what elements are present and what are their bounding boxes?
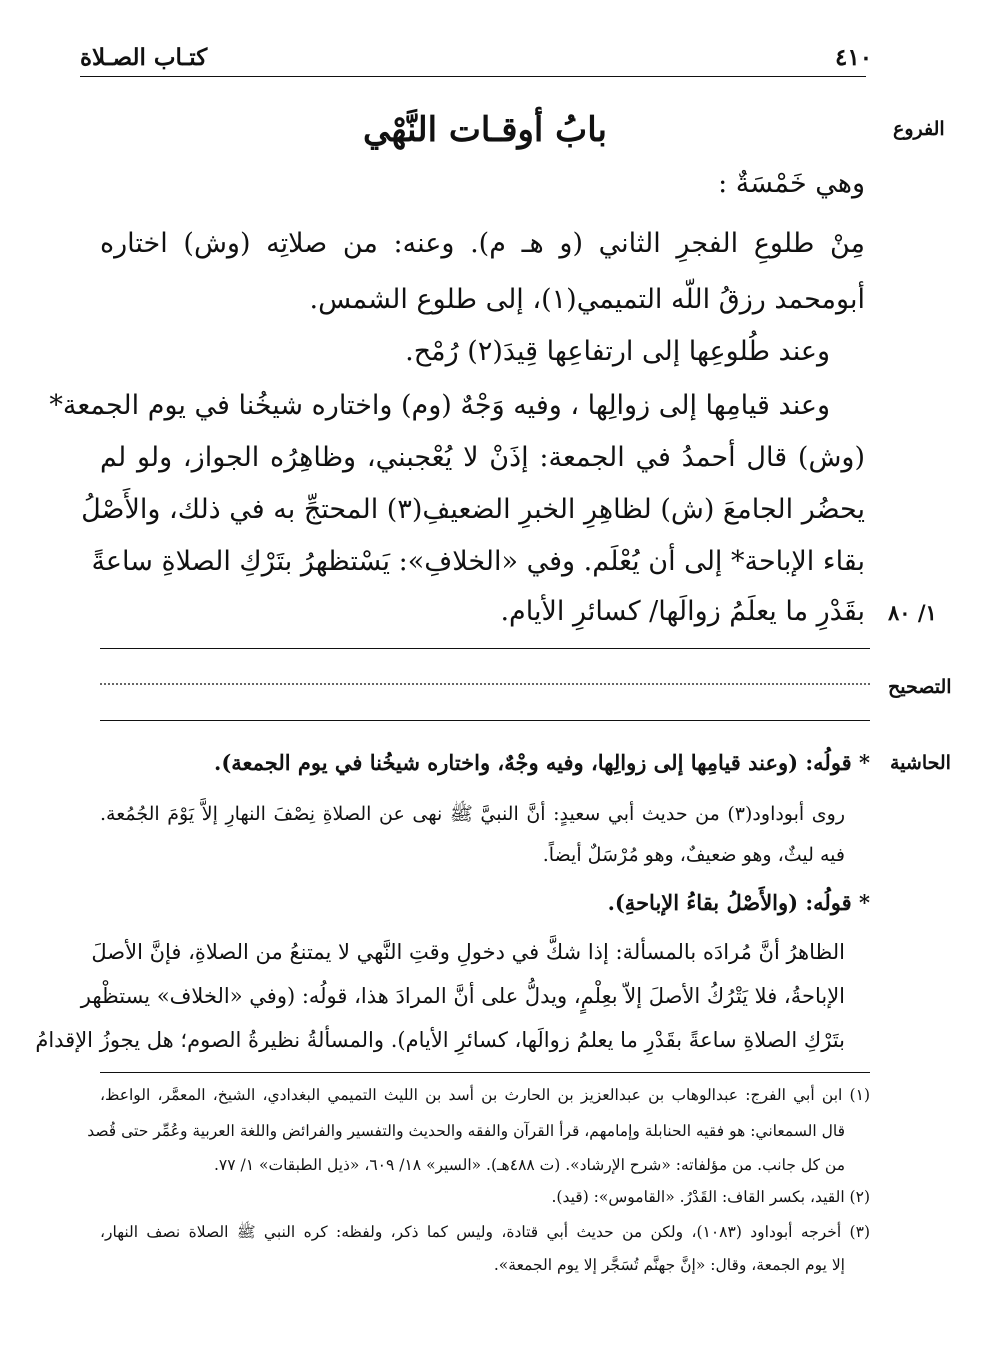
main-line-6: (وش) قال أحمدُ في الجمعة: إذَنْ لا يُعْجبني، وظاهِرُه الجواز، ولو لم — [100, 442, 865, 473]
tashih-rule — [100, 720, 870, 721]
main-line-5: وعند قيامِها إلى زوالِها ، وفيه وَجْهٌ (وم) واختاره شيخُنا في يوم الجمعة* — [49, 390, 830, 421]
main-line-4: وعند طُلوعِها إلى ارتفاعِها قِيدَ(٢) رُمْح. — [405, 336, 830, 367]
hashiya-2-line-1: الظاهرُ أنَّ مُرادَه بالمسألة: إذا شكَّ في دخولِ وقتِ النَّهي لا يمتنعُ من الصلاةِ، فإنَّ الأصلَ — [91, 940, 845, 964]
header-rule — [80, 76, 866, 77]
hashiya-1-line-1: روى أبوداود(٣) من حديث أبي سعيدٍ: أنَّ النبيَّ ﷺ نهى عن الصلاةِ نِصْفَ النهارِ إلاَّ يَوْمَ الجُمُعة. — [100, 803, 845, 825]
page-number: ٤١٠ — [835, 44, 873, 71]
hashiya-heading-1: * قولُه: (وعند قيامِها إلى زوالِها، وفيه وجْهٌ، واختاره شيخُنا في يوم الجمعة). — [214, 750, 870, 775]
footnote-line-4: (٢) القيد، بكسر القاف: القَدْرُ. «القاموس»: (قيد). — [551, 1188, 870, 1206]
chapter-title: بابُ أوقـات النَّهْي — [362, 110, 608, 150]
hashiya-1-line-2: فيه ليثٌ، وهو ضعيفٌ، وهو مُرْسَلٌ أيضاً. — [542, 844, 845, 866]
footnote-line-6: إلا يوم الجمعة، وقال: «إنَّ جهنَّم تُسَجَّر إلا يوم الجمعة». — [493, 1256, 845, 1274]
footnote-line-5: (٣) أخرجه أبوداود (١٠٨٣)، ولكن من حديث أبي قتادة، وليس كما ذكر، ولفظه: كره النبي ﷺ الصلاة نصف النهار، — [100, 1223, 870, 1241]
main-text-rule — [100, 648, 870, 649]
hashiya-heading-2: * قولُه: (والأَصْلُ بقاءُ الإباحةِ). — [607, 890, 870, 915]
side-label-furu: الفروع — [893, 118, 945, 140]
side-label-margin-ref: ١/ ٨٠ — [888, 600, 937, 625]
side-label-tashih: التصحيح — [888, 676, 952, 698]
footnote-line-1: (١) ابن أبي الفرج: عبدالوهاب بن عبدالعزيز بن الحارث بن أسد بن الليث التميمي البغدادي، الشيخ، المعمَّر، الواعظ، — [100, 1086, 870, 1104]
footnote-line-3: من كل جانب. من مؤلفاته: «شرح الإرشاد». (ت ٤٨٨هـ). «السير» ١٨/ ٦٠٩، «ذيل الطبقات» ١/ ٧٧. — [213, 1156, 845, 1174]
tashih-dotted-line — [100, 683, 870, 685]
main-line-9: بقَدْرِ ما يعلَمُ زوالَها/ كسائرِ الأيام. — [500, 596, 865, 627]
main-line-2: مِنْ طلوعِ الفجرِ الثاني (و هـ م). وعنه: من صلاتِه (وش) اختاره — [100, 228, 865, 259]
hashiya-2-line-2: الإباحةُ، فلا يَتْرُكُ الأصلَ إلاّ بعِلْمٍ، ويدلُّ على أنَّ المرادَ هذا، قولُه: (وفي «الخلاف» يستظْهر — [80, 984, 845, 1008]
main-line-8: بقاء الإباحة* إلى أن يُعْلَم. وفي «الخلافِ»: يَسْتظهرُ بتَرْكِ الصلاةِ ساعةً — [91, 546, 865, 577]
main-line-7: يحضُر الجامعَ (ش) لظاهِرِ الخبرِ الضعيفِ(٣) المحتجِّ به في ذلك، والأَصْلُ — [81, 494, 865, 525]
main-line-3: أبومحمد رزقُ اللّه التميمي(١)، إلى طلوع الشمس. — [309, 284, 865, 315]
footnote-rule — [100, 1072, 870, 1073]
footnote-line-2: قال السمعاني: هو فقيه الحنابلة وإمامهم، قرأ القرآن والفقه والحديث والتفسير والفرائض واللغة العربية وعُمِّر حتى قُصد — [87, 1122, 845, 1140]
side-label-hashiya: الحاشية — [890, 752, 951, 774]
running-header-title: كتـاب الصـلاة — [80, 44, 208, 71]
main-line-1: وهي خَمْسَةٌ : — [718, 168, 865, 199]
hashiya-2-line-3: بتَرْكِ الصلاةِ ساعةً بقَدْرِ ما يعلمُ زوالَها، كسائرِ الأيام). والمسألةُ نظيرةُ الصوم؛ هل يجوزُ الإقدامُ — [35, 1028, 845, 1052]
